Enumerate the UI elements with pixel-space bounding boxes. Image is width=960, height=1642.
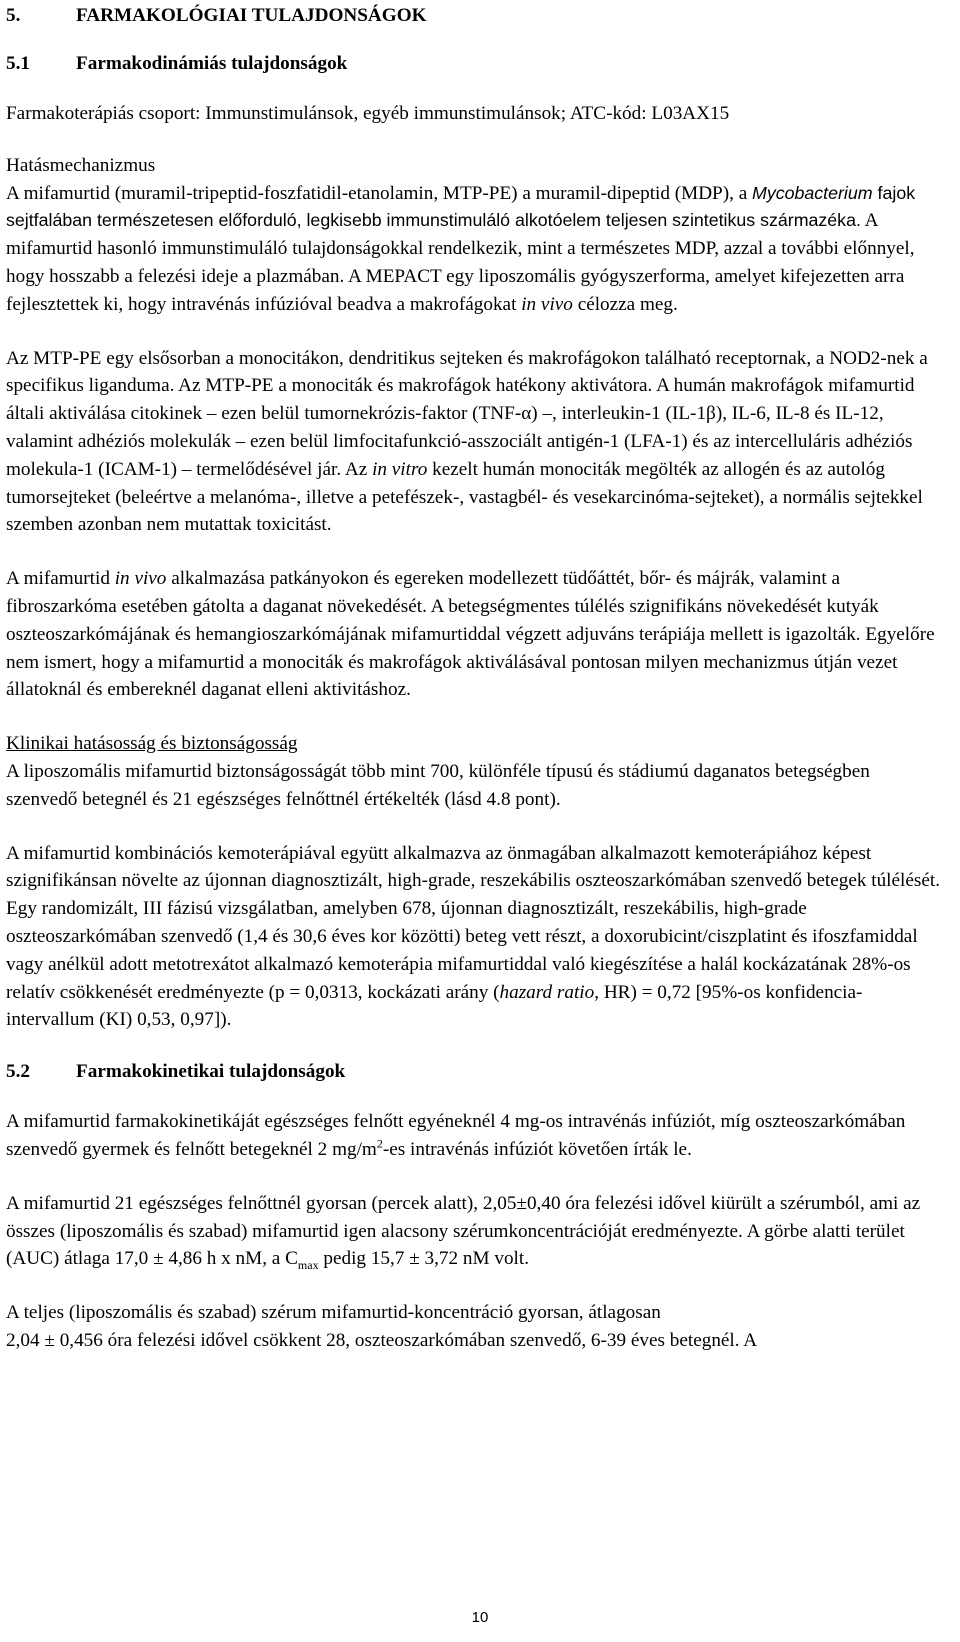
text-run: -es intravénás infúziót követően írták le. [382,1138,692,1160]
greek-beta: β [706,403,716,425]
text-run: , HR) = 0,72 [95%-os konfidencia-intervallum (KI) 0,53, 0,97]). [6,981,863,1031]
text-run: kezelt humán monociták megölték az allogén és az autológ tumorsejteket (beleértve a melanóma-, illetve a petefészek-, vastagbél- és vesekarcinóma-sejteket), a normális sejtekkel szemben azonban nem mutattak toxicitást. [6,458,923,536]
text-run: célozza meg. [572,293,678,315]
in-vivo-paragraph [6,565,942,704]
mechanism-heading: Hatásmechanizmus [6,154,156,176]
document-page [6,0,942,1355]
mechanism-paragraph [6,180,942,319]
italic-run: in vitro [372,458,428,480]
text-run: Az MTP-PE egy elsősorban a monocitákon, dendritikus sejteken és makrofágokon található receptornak, a NOD2-nek a specifikus liganduma. Az MTP-PE a monociták és makrofágok hatékony aktivátora. A humán makrofágok mifamurtid általi aktiválása citokinek – ezen belül tumornekrózis-faktor (TNF- [6,347,928,425]
section-title: Farmakokinetikai tulajdonságok [76,1061,346,1083]
text-run: A mifamurtid farmakokinetikáját egészséges felnőtt egyéneknél 4 mg-os intravénás infúziót, míg oszteoszarkómában szenvedő gyermek és felnőtt betegeknél 2 mg/m [6,1111,906,1160]
text-run: alkalmazása patkányokon és egereken modellezett tüdőáttét, bőr- és májrák, valamint a fibroszarkóma esetében gátolta a daganat növekedését. A betegségmentes túlélés szignifikáns növekedését kutyák oszteoszarkómájának és hemangioszarkómájának mifamurtiddal végzett adjuváns terápiája mellett is igazolták. Egyelőre nem ismert, hogy a mifamurtid a monociták és makrofágok aktiválásával pontosan milyen mechanizmus útján vezet állatoknál és embereknél daganat elleni aktivitáshoz. [6,568,935,701]
text-run: A mifamurtid [6,568,115,590]
page-number: 10 [471,1609,489,1626]
pk-paragraph-3-line-2: 2,04 ± 0,456 óra felezési idővel csökkent 28, oszteoszarkómában szenvedő, 6-39 éves betegnél. A [6,1329,758,1351]
italic-run: Mycobacterium [752,182,873,203]
section-number: 5.2 [6,1061,30,1083]
section-number: 5. [6,5,21,26]
text-run: A mifamurtid (muramil-tripeptid-foszfatidil-etanolamin, MTP-PE) a muramil-dipeptid (MDP), a [6,182,753,204]
section-number: 5.1 [6,53,30,74]
text-run: A mifamurtid hasonló immunstimuláló tulajdonságokkal rendelkezik, mint a természetes MDP, azzal a további előnnyel, hogy hosszabb a felezési ideje a plazmában. [6,210,915,287]
text-run: A MEPACT egy liposzomális gyógyszerforma, amelyet kifejezetten arra fejlesztettek ki, hogy intravénás infúzióval beadva a makrofágokat [6,265,905,315]
pk-paragraph-1 [6,1108,942,1164]
text-run: ), IL-6, IL-8 és IL-12, valamint adhéziós molekulák – ezen belül limfocitafunkció-asszociált antigén-1 (LFA-1) és az intercelluláris adhéziós molekula-1 (ICAM-1) – termelődésével jár. Az [6,403,913,480]
pk-paragraph-3-line-1: A teljes (liposzomális és szabad) szérum mifamurtid-koncentráció gyorsan, átlagosan [6,1302,661,1324]
section-title: FARMAKOLÓGIAI TULAJDONSÁGOK [76,5,427,26]
section-5-2-heading [6,1058,942,1086]
text-run: fajok sejtfalában természetesen előforduló, legkisebb immunstimuláló alkotóelem teljesen szintetikus származéka. [6,182,916,231]
atc-paragraph: Farmakoterápiás csoport: Immunstimulánsok, egyéb immunstimulánsok; ATC-kód: L03AX15 [6,103,730,124]
greek-alpha: α [521,403,532,425]
text-run: ) –, interleukin-1 (IL-1 [531,403,707,425]
clinical-paragraph: A liposzomális mifamurtid biztonságosságát több mint 700, különféle típusú és stádiumú daganatos betegségben szenvedő betegnél és 21 egészséges felnőttnél értékelték (lásd 4.8 pont). [6,760,870,810]
section-5-1-heading [6,50,942,78]
italic-run: in vivo [521,293,573,315]
superscript: 2 [376,1136,383,1151]
pk-paragraph-2 [6,1190,942,1273]
trial-paragraph [6,840,942,1035]
text-run: A mifamurtid kombinációs kemoterápiával együtt alkalmazva az önmagában alkalmazott kemoterápiához képest szignifikánsan növelte az újonnan diagnosztizált, high-grade, reszekábilis oszteoszarkómában szenvedő betegek túlélését. Egy randomizált, III fázisú vizsgálatban, amelyben 678, újonnan diagnosztizált, reszekábilis, high-grade oszteoszarkómában szenvedő (1,4 és 30,6 éves kor közötti) beteg vett részt, a doxorubicint/ciszplatint és ifoszfamiddal vagy anélkül adott metotrexátot alkalmazó kemoterápia mifamurtiddal való kiegészítése a halál kockázatának 28%-os relatív csökkenését eredményezte (p = 0,0313, kockázati arány ( [6,842,940,1003]
italic-run: in vivo [114,568,167,590]
mtp-pe-paragraph [6,345,942,540]
clinical-heading: Klinikai hatásosság és biztonságosság [6,733,298,755]
italic-run: hazard ratio [499,981,595,1003]
text-run: pedig 15,7 ± 3,72 nM volt. [318,1248,529,1270]
section-title: Farmakodinámiás tulajdonságok [76,53,348,74]
subscript: max [297,1258,319,1273]
text-run: A mifamurtid 21 egészséges felnőttnél gyorsan (percek alatt), 2,05±0,40 óra felezési idővel kiürült a szérumból, ami az összes (liposzomális és szabad) mifamurtid igen alacsony szérumkoncentrációját eredményezte. A görbe alatti terület (AUC) átlaga 17,0 ± 4,86 h x nM, a C [6,1192,921,1270]
section-5-heading [6,2,942,30]
